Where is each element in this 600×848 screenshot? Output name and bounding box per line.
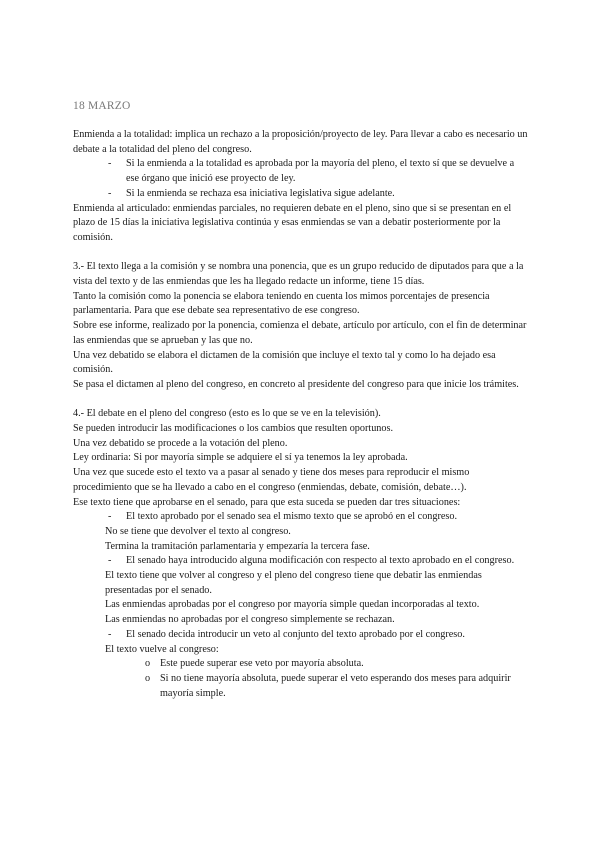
paragraph: Enmienda a la totalidad: implica un rechazo a la proposición/proyecto de ley. Para llevar a cabo es necesario un debate a la totalidad del pleno del congreso. (73, 129, 528, 155)
bullet-text: Este puede superar ese veto por mayoría absoluta. (160, 658, 364, 670)
date-heading: 18 MARZO (73, 100, 131, 112)
bullet-text: El senado haya introducido alguna modificación con respecto al texto aprobado en el congreso. (126, 555, 515, 567)
dash-marker: - (108, 628, 112, 640)
sub-bullet-item (73, 657, 528, 672)
bullet-text: Si no tiene mayoría absoluta, puede superar el veto esperando dos meses para adquirir mayoría simple. (160, 672, 511, 699)
dash-marker: - (108, 158, 112, 170)
bullet-text: Si la enmienda se rechaza esa iniciativa legislativa sigue adelante. (126, 187, 395, 199)
circle-marker: o (145, 672, 151, 684)
bullet-item (73, 554, 528, 569)
indented-line: Termina la tramitación parlamentaria y empezaría la tercera fase. (105, 540, 370, 552)
bullet-text: El texto aprobado por el senado sea el mismo texto que se aprobó en el congreso. (126, 511, 457, 523)
indented-line: El texto tiene que volver al congreso y el pleno del congreso tiene que debatir las enmiendas presentadas por el senado. (105, 570, 482, 596)
sub-bullet-item (73, 672, 528, 701)
bullet-item (73, 510, 528, 525)
paragraph: Una vez debatido se procede a la votación del pleno. (73, 437, 288, 449)
paragraph: Sobre ese informe, realizado por la ponencia, comienza el debate, artículo por artículo, con el fin de determinar las enmiendas que se aprueban y las que no. (73, 320, 527, 346)
indented-line: Las enmiendas no aprobadas por el congreso simplemente se rechazan. (105, 614, 395, 626)
dash-marker: - (108, 555, 112, 567)
dash-marker: - (108, 187, 112, 199)
spacer (73, 246, 528, 261)
dash-marker: - (108, 511, 112, 523)
paragraph: Se pueden introducir las modificaciones o los cambios que resulten oportunos. (73, 423, 393, 435)
paragraph: Ese texto tiene que aprobarse en el senado, para que esta suceda se pueden dar tres situaciones: (73, 496, 461, 508)
paragraph: Una vez que sucede esto el texto va a pasar al senado y tiene dos meses para reproducir el mismo procedimiento que se ha llevado a cabo en el congreso (enmiendas, debate, comisión, debate…). (73, 467, 470, 493)
spacer (73, 393, 528, 408)
document-body (73, 128, 528, 701)
paragraph: Se pasa el dictamen al pleno del congreso, en concreto al presidente del congreso para que inicie los trámites. (73, 378, 519, 390)
bullet-item (73, 628, 528, 643)
paragraph: Enmienda al articulado: enmiendas parciales, no requieren debate en el pleno, sino que si se presentan en el plazo de 15 días la iniciativa legislativa continúa y esas enmiendas se van a debatir posteriormente por la comisión. (73, 202, 512, 243)
bullet-item (73, 187, 528, 202)
indented-line: Las enmiendas aprobadas por el congreso por mayoría simple quedan incorporadas al texto. (105, 599, 480, 611)
paragraph: 4.- El debate en el pleno del congreso (esto es lo que se ve en la televisión). (73, 408, 381, 420)
indented-line: No se tiene que devolver el texto al congreso. (105, 525, 291, 537)
paragraph: Ley ordinaria: Si por mayoría simple se adquiere el sí ya tenemos la ley aprobada. (73, 452, 408, 464)
bullet-text: El senado decida introducir un veto al conjunto del texto aprobado por el congreso. (126, 628, 465, 640)
paragraph: Tanto la comisión como la ponencia se elabora teniendo en cuenta los mimos porcentajes de presencia parlamentaria. Para que ese debate sea representativo de ese congreso. (73, 290, 490, 317)
circle-marker: o (145, 658, 151, 670)
paragraph: 3.- El texto llega a la comisión y se nombra una ponencia, que es un grupo reducido de diputados para que a la vista del texto y de las enmiendas que les ha llegado redacte un informe, tiene 15 días. (73, 261, 524, 288)
paragraph: Una vez debatido se elabora el dictamen de la comisión que incluye el texto tal y como lo ha dejado esa comisión. (73, 349, 496, 376)
indented-line: El texto vuelve al congreso: (105, 643, 219, 655)
bullet-item (73, 157, 528, 186)
bullet-text: Si la enmienda a la totalidad es aprobada por la mayoría del pleno, el texto sí que se devuelve a ese órgano que inició ese proyecto de ley. (126, 158, 515, 185)
